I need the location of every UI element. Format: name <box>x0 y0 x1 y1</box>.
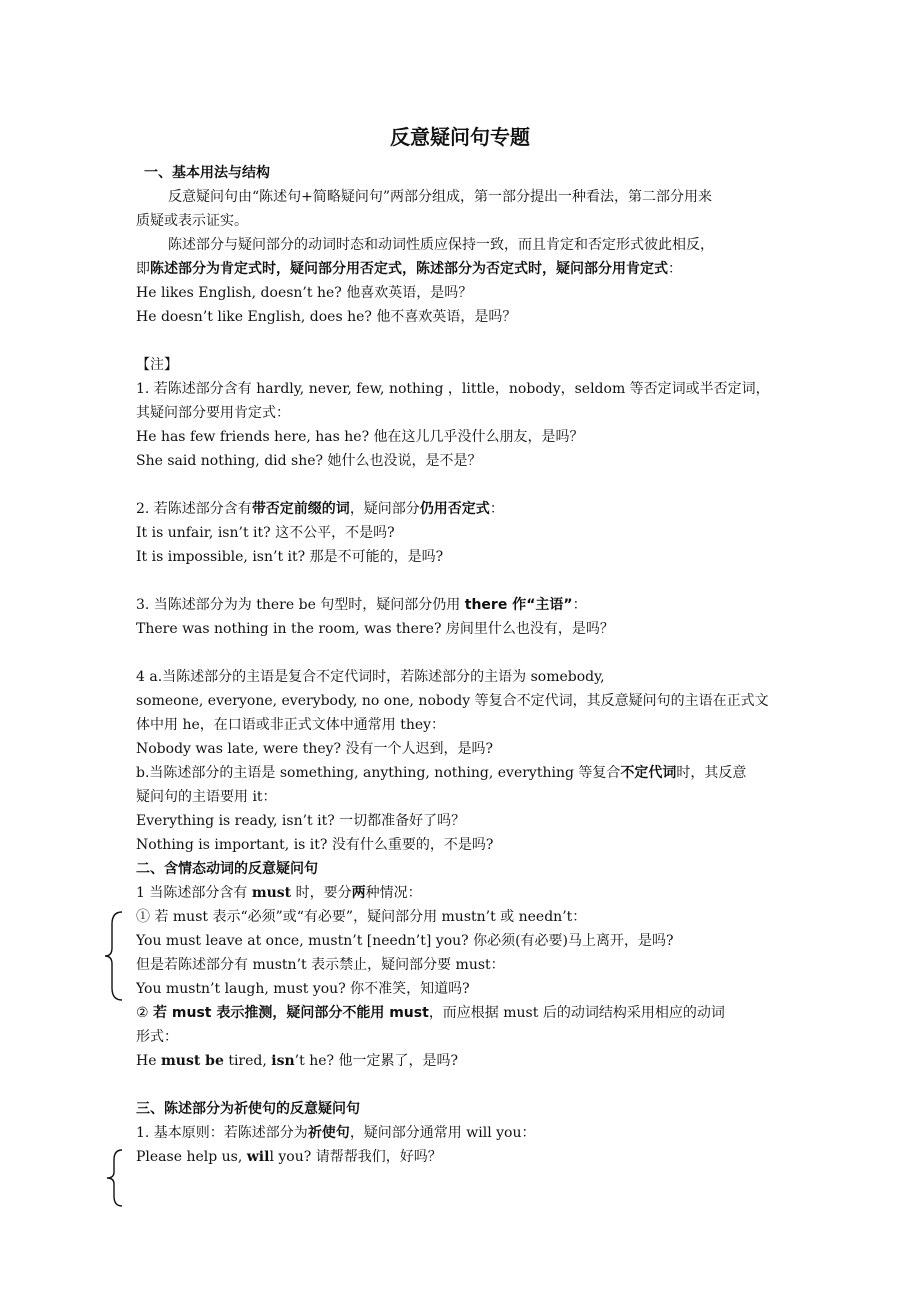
example-sentence: It is impossible, isn’t it? 那是不可能的，是吗? <box>136 549 444 565</box>
text-run: ： <box>572 597 587 613</box>
example-sentence: Nobody was late, were they? 没有一个人迟到，是吗? <box>136 741 493 757</box>
bold-text: 不定代词 <box>620 765 677 781</box>
text-run: 时，其反意 <box>676 765 747 781</box>
text-run: b.当陈述部分的主语是 something, anything, nothing, everything 等复合 <box>136 765 621 781</box>
text-run: ，疑问部分 <box>349 501 420 517</box>
text-run: l you? 请帮帮我们，好吗？ <box>269 1149 442 1165</box>
bold-text: 仍用否定式 <box>419 501 490 517</box>
example-sentence: You must leave at once, mustn’t [needn’t] you? 你必须(有必要)马上离开，是吗? <box>136 933 674 949</box>
text-run: 时，要分 <box>291 885 352 901</box>
note-label: 【注】 <box>136 357 178 373</box>
section-1-heading: 一、基本用法与结构 <box>144 165 270 181</box>
section-2-line: 但是若陈述部分有 mustn’t 表示禁止，疑问部分要 must： <box>136 957 505 973</box>
text-run: ② <box>136 1005 154 1021</box>
curly-brace-icon <box>102 910 126 1002</box>
bold-rule-text: 陈述部分为肯定式时，疑问部分用否定式，陈述部分为否定式时，疑问部分用肯定式 <box>150 261 668 277</box>
example-sentence: She said nothing, did she? 她什么也没说，是不是？ <box>136 453 482 469</box>
example-sentence: It is unfair, isn’t it? 这不公平，不是吗? <box>136 525 395 541</box>
note-1-line: 1. 若陈述部分含有 hardly, never, few, nothing ，little，nobody，seldom 等否定词或半否定词， <box>136 381 770 397</box>
bold-text: must <box>251 885 292 901</box>
note-4-line: 4 a.当陈述部分的主语是复合不定代词时，若陈述部分的主语为 somebody, <box>136 669 605 685</box>
text-run: 3. 当陈述部分为为 there be 句型时，疑问部分仍用 <box>136 597 465 613</box>
note-4-line <box>136 763 786 783</box>
paragraph-line: 陈述部分与疑问部分的动词时态和动词性质应保持一致，而且肯定和否定形式彼此相反， <box>168 237 714 253</box>
section-2-line <box>136 883 786 903</box>
section-2-line <box>136 1003 786 1023</box>
section-2-line: 形式： <box>136 1029 178 1045</box>
section-3-heading: 三、陈述部分为祈使句的反意疑问句 <box>136 1101 360 1117</box>
note-1-line: 其疑问部分要用肯定式： <box>136 405 290 421</box>
paragraph-line: 反意疑问句由“陈述句+简略疑问句”两部分组成，第一部分提出一种看法，第二部分用来 <box>168 189 713 205</box>
text-run: 种情况： <box>365 885 422 901</box>
note-3-line <box>136 595 786 615</box>
bold-text: isn <box>271 1053 295 1069</box>
bold-text: 两 <box>351 885 366 901</box>
paragraph-line <box>136 259 786 279</box>
bold-text: 带否定前缀的词 <box>251 501 350 517</box>
text-run: 即 <box>136 261 150 277</box>
text-run: ’t he? 他一定累了，是吗? <box>294 1053 458 1069</box>
paragraph-line: 质疑或表示证实。 <box>136 213 248 229</box>
note-4-line: someone, everyone, everybody, no one, nobody 等复合不定代词，其反意疑问句的主语在正式文 <box>136 693 769 709</box>
section-2-line: ① 若 must 表示“必须”或“有必要”，疑问部分用 mustn’t 或 needn’t： <box>136 909 587 925</box>
example-sentence: You mustn’t laugh, must you? 你不准笑，知道吗? <box>136 981 470 997</box>
note-4-line: 疑问句的主语要用 it： <box>136 789 277 805</box>
bold-text: there 作“主语” <box>464 597 573 613</box>
example-sentence: Everything is ready, isn’t it? 一切都准备好了吗？ <box>136 813 466 829</box>
text-run: ： <box>668 261 682 277</box>
text-run: He <box>136 1053 161 1069</box>
note-2-line <box>136 499 786 519</box>
example-sentence: There was nothing in the room, was there? 房间里什么也没有，是吗？ <box>136 621 614 637</box>
text-run: 1 当陈述部分含有 <box>136 885 252 901</box>
section-3-line <box>136 1123 786 1143</box>
note-4-line: 体中用 he，在口语或非正式文体中通常用 they： <box>136 717 446 733</box>
text-run: tired, <box>223 1053 272 1069</box>
text-run: 2. 若陈述部分含有 <box>136 501 252 517</box>
text-run: ，疑问部分通常用 will you： <box>349 1125 536 1141</box>
page-title: 反意疑问句专题 <box>390 125 530 149</box>
example-sentence: He doesn’t like English, does he? 他不喜欢英语，是吗？ <box>136 309 517 325</box>
text-run: ，而应根据 must 后的动词结构采用相应的动词 <box>428 1005 725 1021</box>
bold-text: must be <box>160 1053 224 1069</box>
text-run: ： <box>489 501 504 517</box>
example-sentence <box>136 1147 786 1167</box>
text-run: 1. 基本原则：若陈述部分为 <box>136 1125 308 1141</box>
section-2-heading: 二、含情态动词的反意疑问句 <box>136 861 318 877</box>
bold-text: 若 must 表示推测，疑问部分不能用 must <box>153 1005 429 1021</box>
curly-brace-icon <box>104 1148 126 1208</box>
example-sentence: Nothing is important, is it? 没有什么重要的，不是吗? <box>136 837 494 853</box>
bold-text: wil <box>246 1149 270 1165</box>
example-sentence <box>136 1051 786 1071</box>
bold-text: 祈使句 <box>307 1125 350 1141</box>
text-run: Please help us, <box>136 1149 247 1165</box>
example-sentence: He likes English, doesn’t he? 他喜欢英语，是吗？ <box>136 285 473 301</box>
example-sentence: He has few friends here, has he? 他在这儿几乎没什么朋友，是吗？ <box>136 429 584 445</box>
